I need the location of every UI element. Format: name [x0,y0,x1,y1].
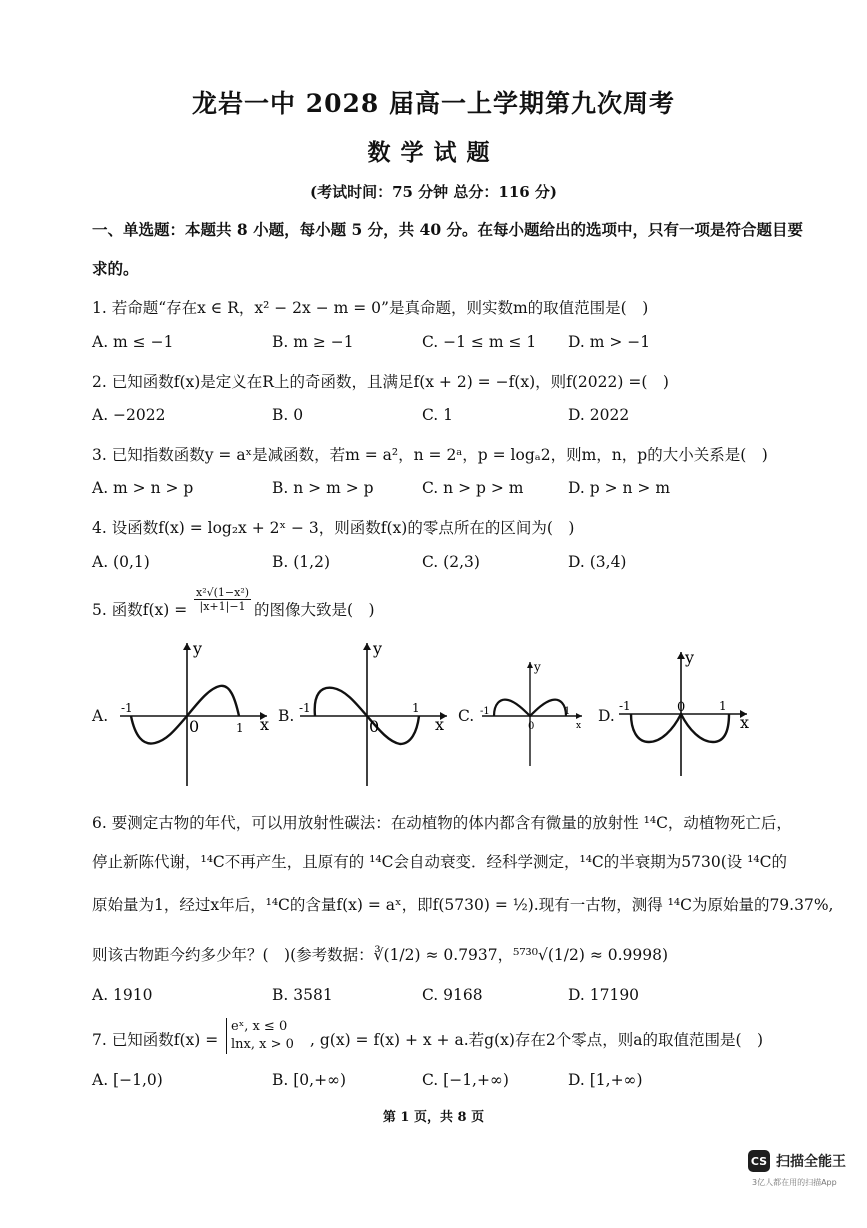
q3-option-c: C. n > p > m [422,479,524,497]
q6-option-d: D. 17190 [568,986,640,1004]
graph-d-origin: 0 [677,700,686,715]
scanner-watermark [748,1150,846,1172]
fraction-denominator: |x+1|−1 [199,600,246,613]
piecewise-case-2: lnx, x > 0 [231,1037,294,1052]
q2-option-c: C. 1 [422,406,454,424]
graph-c-tick-pos: 1 [564,706,571,717]
graph-d-tick-pos: 1 [719,699,727,713]
question-7-stem-prefix: 7. 已知函数f(x) = [92,1031,219,1049]
q7-option-d: D. [1,+∞) [568,1071,643,1089]
graph-b-tick-pos: 1 [412,701,420,715]
graph-c-y-arrow [527,662,533,668]
q4-option-d: D. (3,4) [568,553,627,571]
q7-option-a: A. [−1,0) [92,1071,163,1089]
piecewise-case-1: eˣ, x ≤ 0 [231,1019,288,1034]
graph-b-y-arrow [363,643,371,650]
q6-option-b: B. 3581 [272,986,333,1004]
q6-option-a: A. 1910 [92,986,153,1004]
graph-d [615,648,755,778]
exam-subtitle: 数学试题 [367,139,500,166]
graph-d-curve [631,714,729,742]
question-5-stem-prefix: 5. 函数f(x) = [92,601,188,619]
graph-label-b: B. [278,707,295,725]
fraction-numerator: x²√(1−x²) [196,586,250,599]
section-heading: 一、单选题：本题共 8 小题，每小题 5 分，共 40 分。在每小题给出的选项中，只有一项是符合题目要 [92,220,804,239]
graph-a-x-label: x [260,715,270,734]
graph-b-origin: 0 [369,717,380,736]
graph-c-tick-neg: -1 [480,706,490,717]
graph-c [478,658,588,768]
question-6-line-4: 则该古物距今约多少年？( )(参考数据：∛(1/2) ≈ 0.7937，⁵⁷³⁰√(1/2) ≈ 0.9998) [92,946,669,964]
graph-a-y-label: y [193,639,203,658]
question-7-stem-suffix: , g(x) = f(x) + x + a.若g(x)存在2个零点，则a的取值范围是( ) [310,1031,764,1049]
question-1-stem: 1. 若命题“存在x ∈ R，x² − 2x − m = 0”是真命题，则实数m的取值范围是( ) [92,299,649,317]
q2-option-b: B. 0 [272,406,304,424]
q7-option-c: C. [−1,+∞) [422,1071,509,1089]
question-4-stem: 4. 设函数f(x) = log₂x + 2ˣ − 3，则函数f(x)的零点所在的区间为( ) [92,519,575,537]
graph-b [295,638,455,788]
graph-d-tick-neg: -1 [619,699,631,713]
graph-a-tick-pos: 1 [236,721,244,735]
graph-b-y-label: y [373,639,383,658]
graph-a-curve [131,686,239,744]
exam-title: 龙岩一中 2028 届高一上学期第九次周考 [192,89,675,118]
graph-a-y-arrow [183,643,191,650]
question-6-line-3: 原始量为1，经过x年后，¹⁴C的含量f(x) = aˣ，即f(5730) = ½).现有一古物，测得 ¹⁴C为原始量的79.37%, [92,896,834,914]
graph-d-y-arrow [677,652,685,659]
graph-a [115,638,275,788]
question-3-stem: 3. 已知指数函数y = aˣ是减函数，若m = a²，n = 2ᵃ，p = logₐ2，则m，n，p的大小关系是( ) [92,446,768,464]
graph-b-x-label: x [435,715,445,734]
q1-option-b: B. m ≥ −1 [272,333,354,351]
q3-option-b: B. n > m > p [272,479,374,497]
graph-a-tick-neg: -1 [121,701,133,715]
graph-c-y-label: y [534,660,541,674]
exam-info: (考试时间：75 分钟 总分：116 分) [309,183,558,201]
graph-c-x-arrow [576,713,582,719]
graph-c-x-label: x [576,721,582,731]
graph-label-d: D. [598,707,615,725]
question-5-stem-suffix: 的图像大致是( ) [254,601,375,619]
q2-option-a: A. −2022 [92,406,166,424]
graph-label-c: C. [458,707,475,725]
q7-option-b: B. [0,+∞) [272,1071,347,1089]
q6-option-c: C. 9168 [422,986,483,1004]
q3-option-d: D. p > n > m [568,479,671,497]
question-6-line-2: 停止新陈代谢，¹⁴C不再产生，且原有的 ¹⁴C会自动衰变．经科学测定，¹⁴C的半衰期为5730(设 ¹⁴C的 [92,853,787,871]
q4-option-a: A. (0,1) [92,553,150,571]
graph-b-tick-neg: -1 [299,701,311,715]
question-6-line-1: 6. 要测定古物的年代，可以用放射性碳法：在动植物的体内都含有微量的放射性 ¹⁴C，动植物死亡后， [92,814,792,832]
graph-a-origin: 0 [189,717,200,736]
question-7-piecewise [226,1018,294,1054]
graph-d-x-label: x [740,713,750,732]
q2-option-d: D. 2022 [568,406,630,424]
scanner-logo-icon: CS [748,1150,770,1172]
graph-c-origin: 0 [528,721,535,732]
question-5-fraction [194,586,251,613]
q3-option-a: A. m > n > p [92,479,194,497]
q1-option-c: C. −1 ≤ m ≤ 1 [422,333,537,351]
q4-option-b: B. (1,2) [272,553,330,571]
q4-option-c: C. (2,3) [422,553,480,571]
section-heading-cont: 求的。 [92,259,139,278]
question-2-stem: 2. 已知函数f(x)是定义在R上的奇函数，且满足f(x + 2) = −f(x)，则f(2022) =( ) [92,373,669,391]
q1-option-a: A. m ≤ −1 [92,333,174,351]
q1-option-d: D. m > −1 [568,333,651,351]
graph-d-y-label: y [685,648,695,667]
graph-label-a: A. [92,707,109,725]
scanner-tagline: 3亿人都在用的扫描App [752,1178,837,1187]
scanner-name: 扫描全能王 [776,1154,846,1170]
page-footer: 第 1 页，共 8 页 [382,1110,485,1125]
